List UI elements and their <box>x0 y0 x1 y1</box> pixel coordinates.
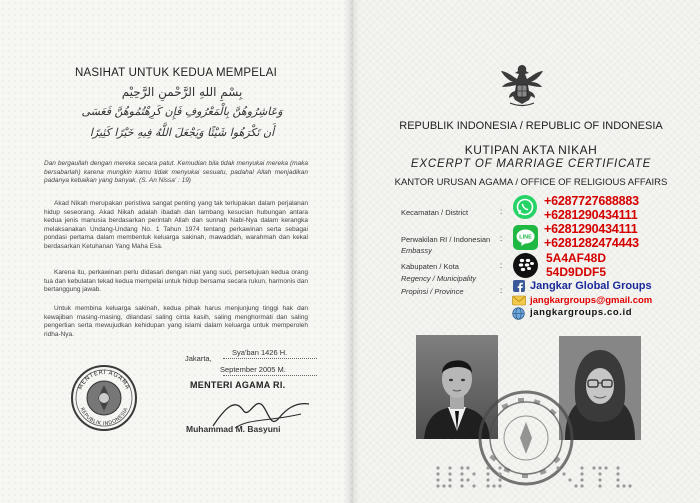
line-number-1[interactable]: +6281290434111 <box>544 222 638 236</box>
line-number-2[interactable]: +6281282474443 <box>544 236 639 250</box>
blackberry-icon[interactable] <box>513 253 538 278</box>
field-propinsi-label: Propinsi / Province <box>401 287 464 296</box>
date-dotted-line-2 <box>223 375 317 376</box>
field-kecamatan-label: Kecamatan / District <box>401 208 469 217</box>
line-icon[interactable] <box>513 225 538 250</box>
arabic-bismillah: بِسْمِ اللهِ الرَّحْمنِ الرَّحِيْم <box>121 85 243 99</box>
seal-text-top: MENTERI AGAMA <box>76 368 132 391</box>
perforated-serial-number <box>408 462 654 492</box>
globe-icon[interactable] <box>512 307 525 320</box>
office-title: KANTOR URUSAN AGAMA / OFFICE OF RELIGIOUS AFFAIRS <box>394 177 668 188</box>
ministry-seal <box>70 364 138 432</box>
field-embassy-label: Embassy <box>401 246 432 255</box>
advice-paragraph-2: Karena itu, perkawinan perlu didasari dengan niat yang suci, persetujuan kedua orang tua dan kebulatan tekad kedua mempelai untuk hidup bersama secara rukun, harmonis dan bertanggung jawab. <box>44 269 308 294</box>
hijri-date: Sya'ban 1426 H. <box>232 348 288 357</box>
bbm-pin-2[interactable]: 54D9DDF5 <box>546 265 607 279</box>
verse-translation: Dan bergaullah dengan mereka secara patut. Kemudian bila tidak menyukai mereka (maka bersabarlah) karena mungkin kamu tidak menyukai sesuatu, padahal Allah menjadikan padanya kebaikan yang banyak. (S. An Nissa' : 19) <box>44 160 308 185</box>
email-icon[interactable] <box>512 294 526 307</box>
whatsapp-number-2[interactable]: +6281290434111 <box>544 208 638 222</box>
facebook-link[interactable]: Jangkar Global Groups <box>530 280 652 292</box>
document-title-english: EXCERPT OF MARRIAGE CERTIFICATE <box>410 158 652 170</box>
bbm-pin-1[interactable]: 5A4AF48D <box>546 251 607 265</box>
advice-paragraph-3: Untuk membina keluarga sakinah, kedua pihak harus menjunjung tinggi hak dan kewajiban masing-masing, dilandasi saling cinta kasih, saling menghormati dan saling pengertian serta mewujudkan kehidupan yang islami dalam keluarga untuk memperoleh ridha-Nya. <box>44 305 308 338</box>
whatsapp-icon[interactable] <box>513 195 537 219</box>
gregorian-date: September 2005 M. <box>220 365 286 374</box>
arabic-verse-line-2: أَن تَكْرَهُوا شَيْئًا وَيَجْعَلَ اللَّهُ فِيهِ خَيْرًا كَثِيرًا <box>89 126 275 139</box>
document-title: KUTIPAN AKTA NIKAH <box>464 143 598 157</box>
line-icon-text: LINE <box>519 234 532 241</box>
nasihat-title: NASIHAT UNTUK KEDUA MEMPELAI <box>75 67 277 79</box>
field-perwakilan-colon: : <box>500 234 503 243</box>
garuda-emblem-icon <box>498 61 546 109</box>
minister-name: Muhammad M. Basyuni <box>186 424 281 434</box>
field-perwakilan-label: Perwakilan RI / Indonesian <box>401 235 491 244</box>
whatsapp-number-1[interactable]: +6287727688883 <box>544 194 639 208</box>
field-kabupaten-colon: : <box>500 261 503 270</box>
website-link[interactable]: jangkargroups.co.id <box>530 307 633 318</box>
place-label: Jakarta, <box>185 354 212 363</box>
advice-paragraph-1: Akad Nikah merupakan peristiwa sangat penting yang tak terlupakan dalam perjalanan hidup seseorang. Akad Nikah adalah ibadah dan lambang kesucian hubungan antara kedua jenis manusia berdasarkan perintah Allah dan sunnah Nabi-Nya dalam kerangka melaksanakan Undang-Undang No. 1 Tahun 1974 tentang perkawinan serta sebagai pondasi pertama dalam membentuk keluarga sakinah, mawaddah, warahmah dan kekal berdasarkan Ketuhanan Yang Maha Esa. <box>44 200 308 250</box>
facebook-icon[interactable] <box>513 280 525 292</box>
arabic-verse-line-1: وَعَاشِرُوهُنَّ بِالْمَعْرُوفِ فَإِن كَرِهْتُمُوهُنَّ فَعَسَى <box>81 105 283 118</box>
field-kecamatan-colon: : <box>500 207 503 216</box>
field-kabupaten-label: Kabupaten / Kota <box>401 262 459 271</box>
minister-title: MENTERI AGAMA RI. <box>190 380 286 390</box>
seal-text-bottom: REPUBLIK INDONESIA <box>78 406 130 428</box>
field-propinsi-colon: : <box>500 286 503 295</box>
republic-title: REPUBLIK INDONESIA / REPUBLIC OF INDONESIA <box>399 120 663 132</box>
date-dotted-line-1 <box>223 358 317 359</box>
field-regency-label: Regency / Municipality <box>401 274 477 283</box>
email-link[interactable]: jangkargroups@gmail.com <box>530 295 653 306</box>
